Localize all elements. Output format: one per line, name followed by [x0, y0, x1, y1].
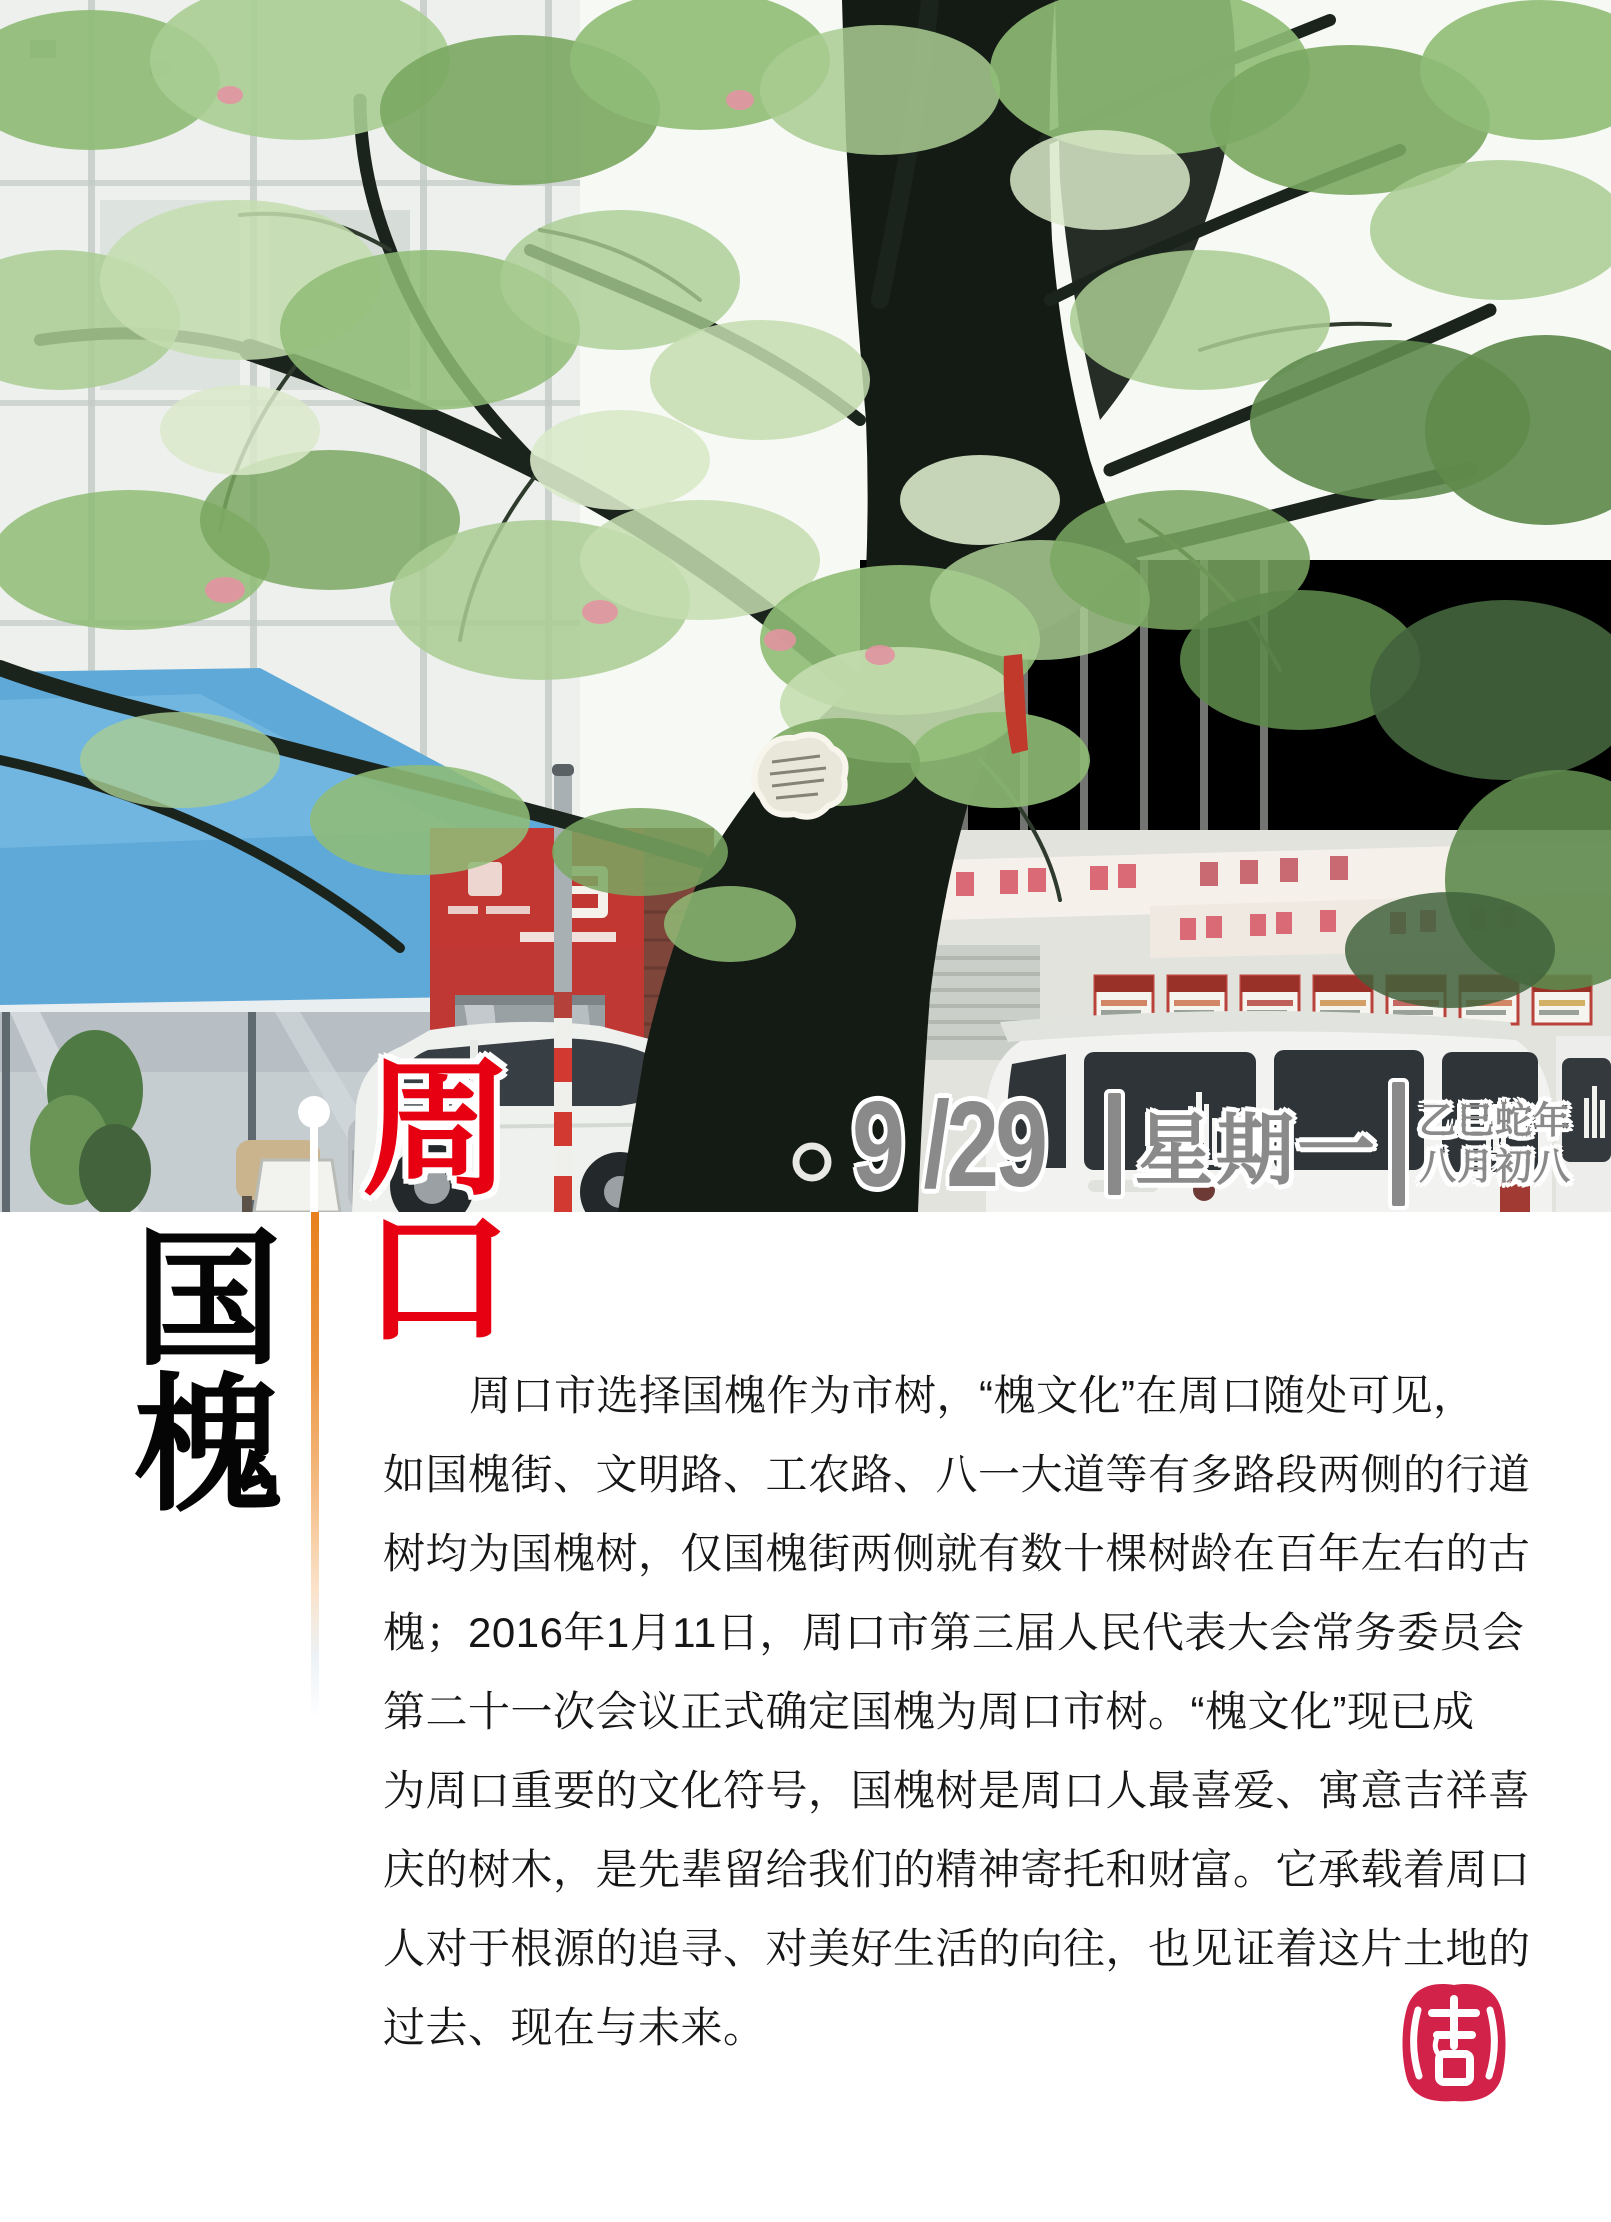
tree-char-1: 国 [134, 1220, 282, 1384]
date-day: 9 /29 [852, 1076, 1045, 1212]
article-line: 第二十一次会议正式确定国槐为周口市树。“槐文化”现已成 [383, 1688, 1475, 1735]
zhou-seal-stamp [1394, 1978, 1514, 2106]
tree-char-2: 槐 [134, 1366, 282, 1530]
tree-title-guohuai [134, 1220, 282, 1530]
article-line: 树均为国槐树，仅国槐街两侧就有数十棵树龄在百年左右的古 [383, 1530, 1531, 1577]
vertical-divider [311, 1212, 319, 1717]
article-text [383, 1356, 1553, 2067]
zhou-seal-icon [1394, 1978, 1514, 2106]
article-line: 槐；2016年1月11日，周口市第三届人民代表大会常务委员会 [383, 1609, 1525, 1656]
date-weekday: 星期一 [1135, 1106, 1379, 1194]
lunar-day: 八月初八 [1419, 1146, 1572, 1187]
article-line: 周口市选择国槐作为市树，“槐文化”在周口随处可见， [469, 1372, 1476, 1419]
lunar-year: 乙巳蛇年 [1419, 1100, 1572, 1141]
lunar-date [1419, 1098, 1571, 1190]
city-title-zhoukou [362, 1048, 513, 1364]
article-line: 庆的树木，是先辈留给我们的精神寄托和财富。它承载着周口 [383, 1846, 1531, 1893]
city-char-2: 口 [362, 1198, 513, 1364]
city-char-1: 周 [362, 1048, 513, 1214]
tree-tag [754, 735, 845, 817]
article-line: 为周口重要的文化符号，国槐树是周口人最喜爱、寓意吉祥喜 [383, 1767, 1531, 1814]
date-separator-icon [1108, 1093, 1121, 1195]
date-separator-icon [1392, 1082, 1405, 1206]
article-line: 人对于根源的追寻、对美好生活的向往，也见证着这片土地的 [383, 1925, 1531, 1972]
date-overlay [852, 1078, 1571, 1210]
article-line: 如国槐街、文明路、工农路、八一大道等有多路段两侧的行道 [383, 1451, 1531, 1498]
article-line: 过去、现在与未来。 [383, 2004, 766, 2051]
